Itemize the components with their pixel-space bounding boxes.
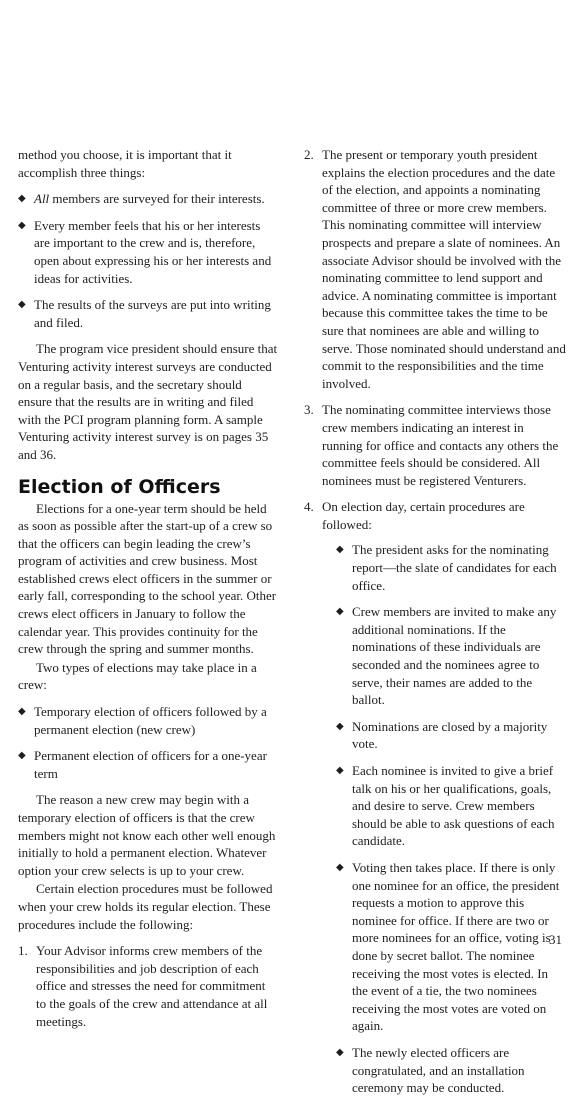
bullet-text: Nominations are closed by a majority vote. — [352, 718, 548, 752]
step-number: 4. — [304, 499, 314, 515]
bullet-item — [18, 217, 278, 287]
bullet-text: Every member feels that his or her interests are important to the crew and is, therefore, open about expressing his or her interests and ideas for activities. — [34, 217, 272, 286]
bullet-text: Crew members are invited to make any additional nominations. If the nominations of these individuals are seconded and the nominees agree to serve, their names are added to the ballot. — [352, 604, 557, 708]
section-heading: Election of Officers — [18, 475, 221, 498]
step-text: Your Advisor informs crew members of the responsibilities and job description of each office and stresses the need for commitment to the goals of the crew and attendance at all meetings. — [36, 943, 268, 1029]
bullet-item — [336, 859, 566, 1035]
step-number: 2. — [304, 147, 314, 162]
diamond-bullet-icon: ◆ — [18, 706, 26, 718]
bullet-item — [336, 1044, 566, 1097]
bullet-item — [18, 703, 278, 738]
bullet-text: Permanent election of officers for a one-year term — [34, 748, 267, 781]
bullet-item — [18, 190, 278, 208]
bullet-text: The president asks for the nominating report—the slate of candidates for each office. — [352, 542, 557, 593]
right-column — [304, 146, 566, 1106]
intro-paragraph: method you choose, it is important that it accomplish three things: — [18, 147, 232, 180]
election-day-list — [336, 541, 566, 1096]
diamond-bullet-icon: ◆ — [18, 750, 26, 762]
reason-paragraph: The reason a new crew may begin with a temporary election of officers is that the crew members might not know each other well enough initially to hold a permanent election. Whatever option your crew selects is up to your crew. — [18, 792, 276, 878]
bullet-item — [336, 762, 566, 850]
diamond-bullet-icon: ◆ — [18, 219, 26, 231]
bullet-item — [336, 541, 566, 594]
diamond-bullet-icon: ◆ — [336, 861, 344, 873]
bullet-item — [336, 603, 566, 709]
step-number: 1. — [18, 943, 28, 959]
bullet-text: Voting then takes place. If there is only one nominee for an office, the president requests a motion to approve this nominee for office. If there are two or more nominees for an office, voting is done by secret ballot. The nominee receiving the most votes is elected. In the event of a tie, the two nominees receiving the most votes are voted on again. — [352, 859, 560, 1034]
types-paragraph: Two types of elections may take place in a crew: — [18, 659, 257, 693]
step-text: The present or temporary youth president explains the election procedures and the date of the election, and appoints a nominating committee of three or more crew members. This nominating committee will interview prospects and prepare a slate of nominees. An associate Advisor should be involved with the nominating committee to lend support and advice. A nominating committee is important because this committee takes the time to be sure that nominees are able and willing to serve. Those nominated should understand and commit to the responsibilities and the time involved. — [322, 147, 566, 391]
numbered-step — [304, 146, 566, 392]
step-number: 3. — [304, 402, 314, 418]
bullet-item — [18, 296, 278, 331]
step-text: The nominating committee interviews those crew members indicating an interest in running for office and contacts any others the committee feels should be considered. All nominees must be registered Venturers. — [322, 402, 559, 488]
page-number: 31 — [549, 932, 562, 947]
diamond-bullet-icon: ◆ — [18, 299, 26, 311]
diamond-bullet-icon: ◆ — [336, 544, 344, 556]
emphasis-text: All — [34, 191, 50, 207]
diamond-bullet-icon: ◆ — [336, 765, 344, 776]
bullet-item — [336, 718, 566, 753]
diamond-bullet-icon: ◆ — [18, 193, 26, 205]
bullet-text: members are surveyed for their interests. — [49, 191, 265, 207]
bullet-item — [18, 747, 278, 782]
numbered-step — [304, 498, 566, 1096]
diamond-bullet-icon: ◆ — [336, 1046, 344, 1058]
terms-paragraph: Elections for a one-year term should be held as soon as possible after the start-up of a crew so that the officers can begin leading the crew’s program of activities and crew business. Most established crews elect officers in the summer or early fall, corresponding to the school year. Other crews elect officers in January to follow the calendar year. This provides continuity for the crew through the spring and summer months. — [18, 500, 277, 657]
procedures-paragraph: Certain election procedures must be followed when your crew holds its regular election. These procedures include the following: — [18, 881, 273, 932]
numbered-step — [18, 942, 278, 1030]
left-column — [18, 146, 278, 1039]
bullet-text: The results of the surveys are put into writing and filed. — [34, 297, 271, 330]
numbered-step — [304, 401, 566, 489]
vp-paragraph: The program vice president should ensure that Venturing activity interest surveys are conducted on a regular basis, and the secretary should ensure that the results are in writing and filed with the PCI program planning form. A sample Venturing activity interest survey is on pages 35 and 36. — [18, 341, 278, 462]
diamond-bullet-icon: ◆ — [336, 720, 344, 732]
bullet-text: Temporary election of officers followed by a permanent election (new crew) — [34, 704, 267, 737]
diamond-bullet-icon: ◆ — [336, 606, 344, 618]
step-text: On election day, certain procedures are followed: — [322, 499, 525, 532]
bullet-text: Each nominee is invited to give a brief talk on his or her qualifications, goals, and desire to serve. Crew members should be able to ask questions of each candidate. — [352, 763, 555, 849]
bullet-text: The newly elected officers are congratulated, and an installation ceremony may be conducted. — [352, 1044, 525, 1096]
